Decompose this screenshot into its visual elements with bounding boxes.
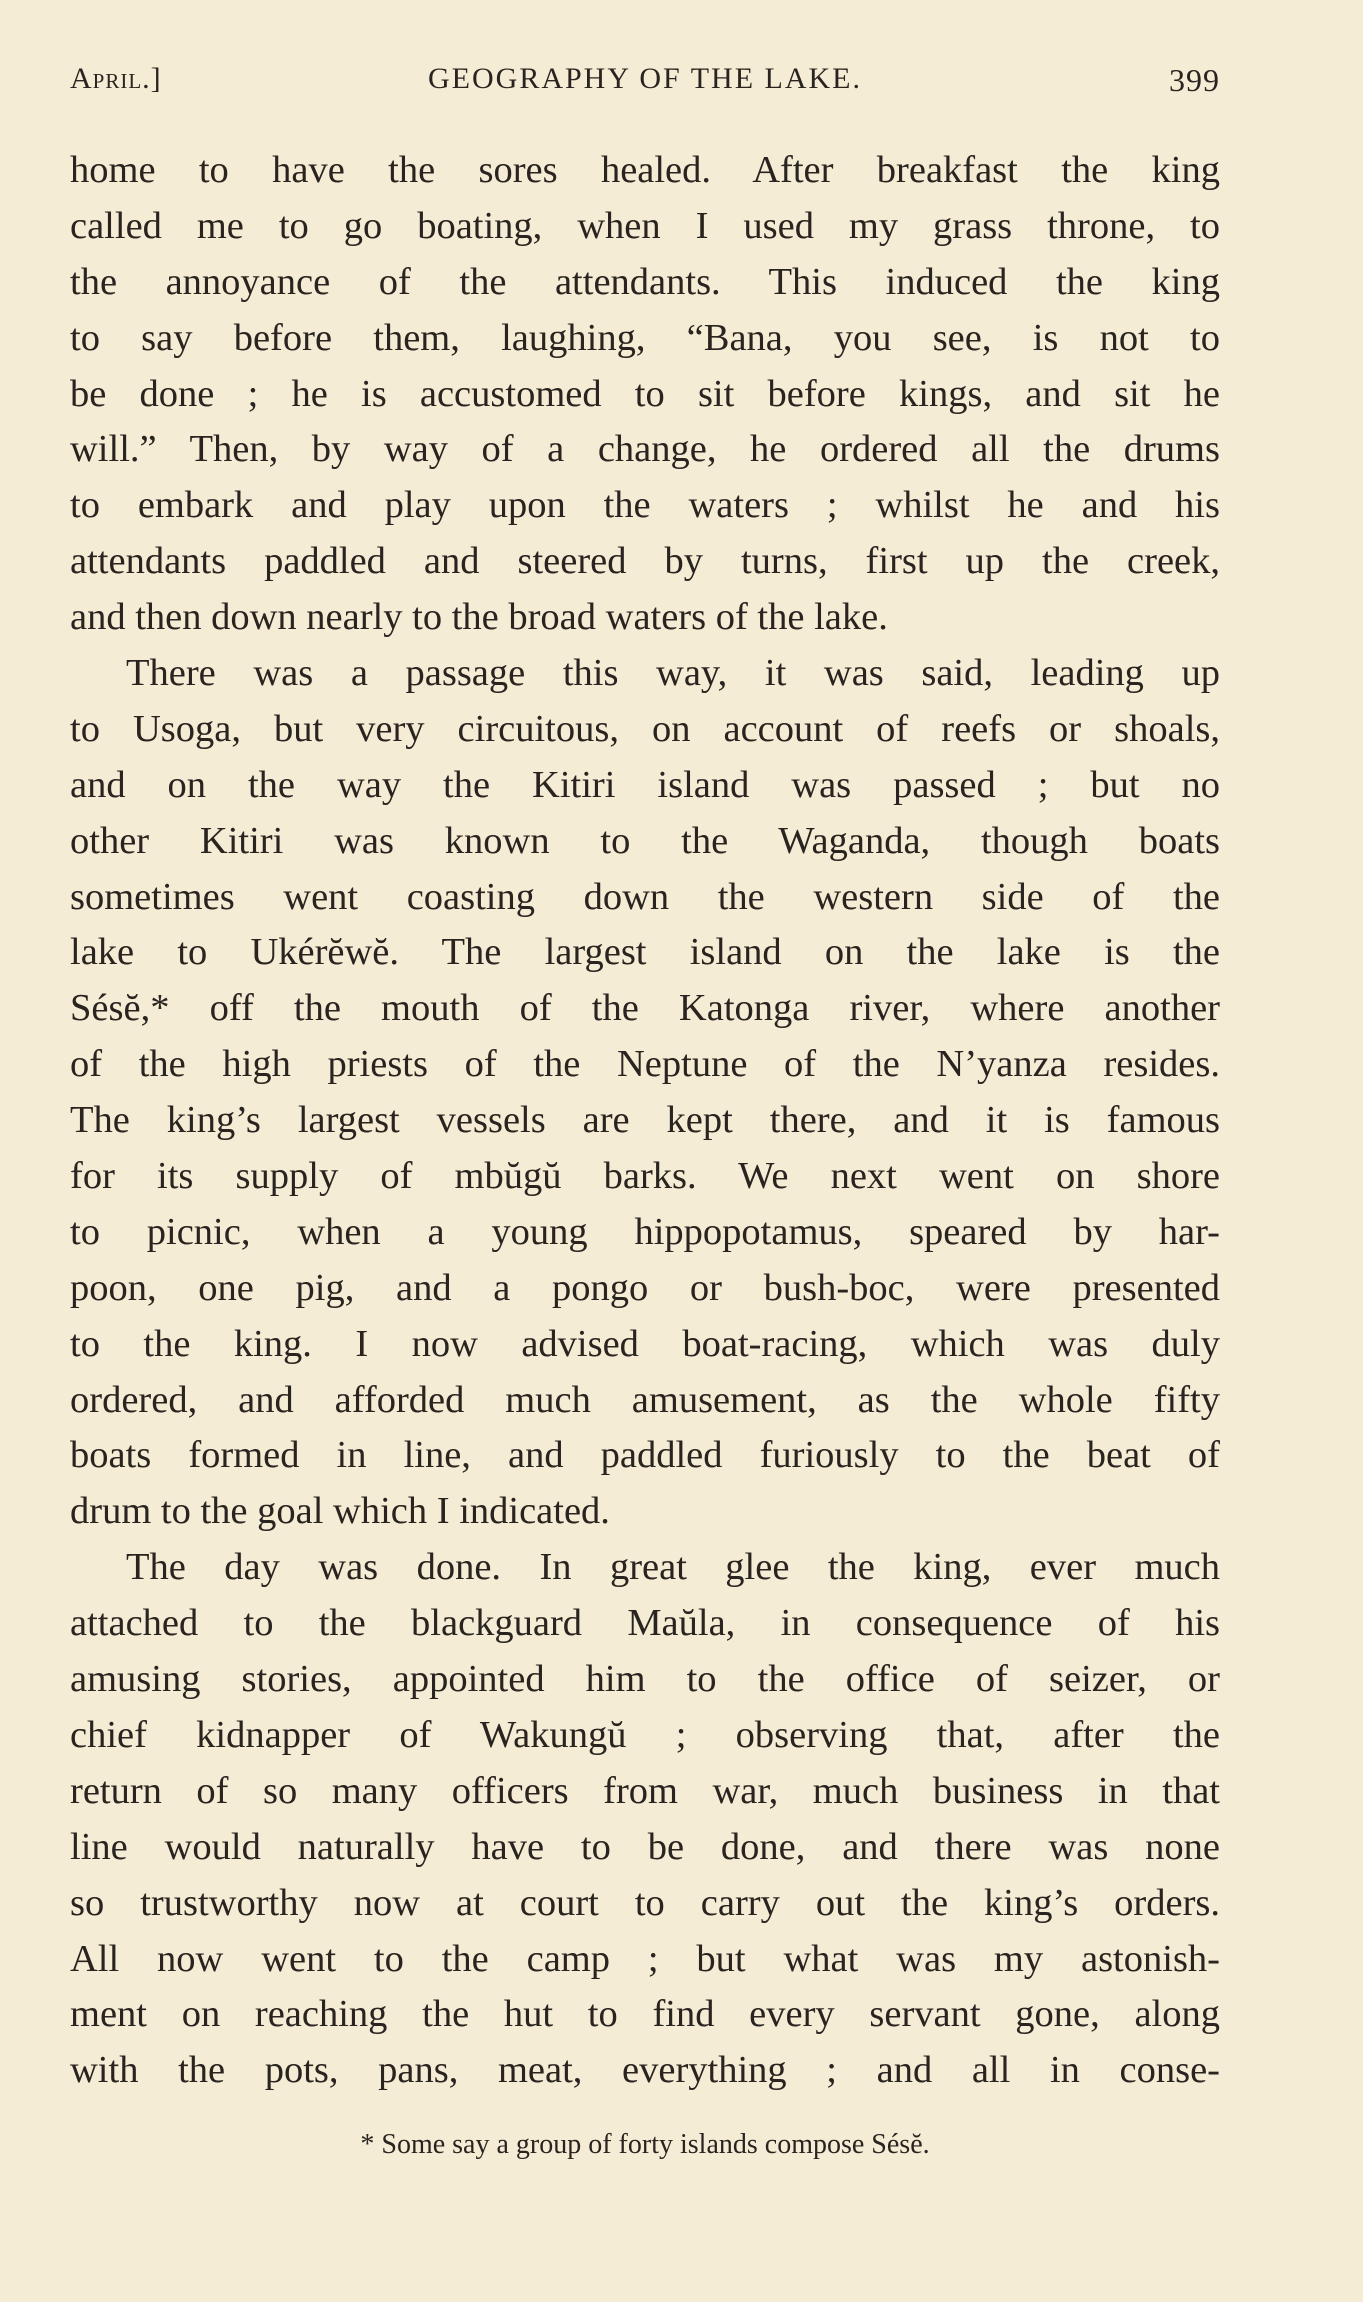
text-line: of the high priests of the Neptune of the N’yanza resides. [70,1043,1220,1086]
text-line: attendants paddled and steered by turns, first up the creek, [70,540,1220,583]
running-head-left: April.] [70,62,162,95]
text-line: The day was done. In great glee the king, ever much [126,1546,1220,1589]
text-line: return of so many officers from war, much business in that [70,1769,1220,1812]
text-line: ordered, and afforded much amusement, as the whole fifty [70,1378,1220,1421]
text-line: will.” Then, by way of a change, he ordered all the drums [70,428,1220,471]
text-line: poon, one pig, and a pongo or bush-boc, were presented [70,1266,1220,1309]
text-line: All now went to the camp ; but what was my astonish- [70,1937,1220,1980]
text-line: There was a passage this way, it was said, leading up [126,652,1220,695]
running-head [70,62,1220,106]
page-number: 399 [1169,62,1220,98]
text-line: called me to go boating, when I used my grass throne, to [70,204,1220,247]
body-text [70,143,1220,2099]
text-line: to say before them, laughing, “Bana, you see, is not to [70,316,1220,359]
text-line: ment on reaching the hut to find every servant gone, along [70,1993,1220,2036]
text-line: drum to the goal which I indicated. [70,1490,610,1533]
text-line: with the pots, pans, meat, everything ; and all in conse- [70,2049,1220,2092]
text-line: be done ; he is accustomed to sit before kings, and sit he [70,372,1220,415]
text-line: home to have the sores healed. After breakfast the king [70,149,1220,191]
text-line: and on the way the Kitiri island was passed ; but no [70,763,1220,806]
text-line: and then down nearly to the broad waters of the lake. [70,596,888,639]
text-line: The king’s largest vessels are kept there, and it is famous [70,1099,1220,1142]
text-line: sometimes went coasting down the western side of the [70,875,1220,918]
text-line: to embark and play upon the waters ; whilst he and his [70,484,1220,527]
text-line: boats formed in line, and paddled furiously to the beat of [70,1434,1220,1477]
running-head-title: GEOGRAPHY OF THE LAKE. [428,62,862,95]
text-line: chief kidnapper of Wakungŭ ; observing that, after the [70,1713,1220,1756]
text-line: line would naturally have to be done, and there was none [70,1825,1220,1868]
text-line: attached to the blackguard Maŭla, in consequence of his [70,1602,1220,1645]
text-line: lake to Ukérĕwĕ. The largest island on the lake is the [70,931,1220,974]
footnote: * Some say a group of forty islands compose Sésĕ. [360,2129,930,2160]
text-line: to the king. I now advised boat-racing, which was duly [70,1322,1220,1365]
text-line: for its supply of mbŭgŭ barks. We next went on shore [70,1155,1220,1198]
text-line: to picnic, when a young hippopotamus, speared by har- [70,1210,1220,1253]
text-line: Sésĕ,* off the mouth of the Katonga river, where another [70,987,1220,1030]
text-line: amusing stories, appointed him to the office of seizer, or [70,1658,1220,1701]
text-line: so trustworthy now at court to carry out the king’s orders. [70,1881,1220,1924]
text-line: other Kitiri was known to the Waganda, though boats [70,819,1220,862]
text-line: the annoyance of the attendants. This induced the king [70,260,1220,303]
text-line: to Usoga, but very circuitous, on account of reefs or shoals, [70,707,1220,750]
